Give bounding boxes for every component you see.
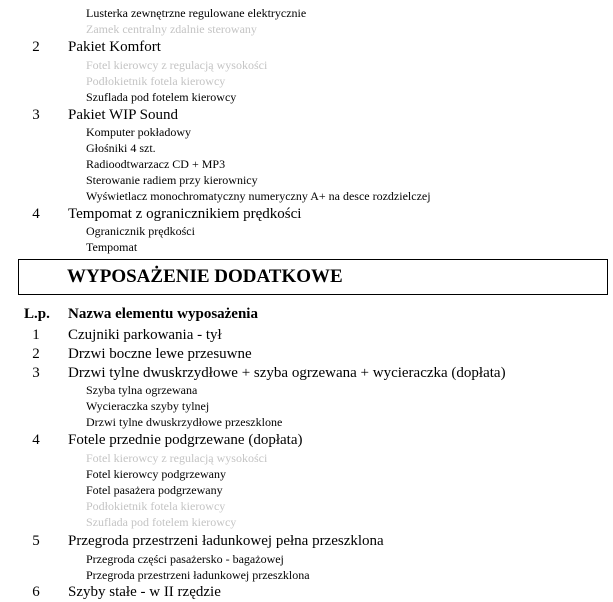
subitem: Wyświetlacz monochromatyczny numeryczny A+ na desce rozdzielczej bbox=[86, 189, 431, 203]
subitem: Ogranicznik prędkości bbox=[86, 224, 195, 238]
item-name-parking-sensors: Czujniki parkowania - tył bbox=[68, 327, 222, 343]
subitem: Szuflada pod fotelem kierowcy bbox=[86, 90, 237, 104]
subitem: Przegroda przestrzeni ładunkowej przeszklona bbox=[86, 568, 310, 582]
subitem: Szyba tylna ogrzewana bbox=[86, 383, 198, 397]
item-name-heated-seats: Fotele przednie podgrzewane (dopłata) bbox=[68, 432, 303, 448]
subitem: Przegroda części pasażersko - bagażowej bbox=[86, 552, 284, 566]
item-number: 3 bbox=[32, 107, 40, 123]
column-header-lp: L.p. bbox=[24, 306, 50, 322]
subitem: Fotel kierowcy podgrzewany bbox=[86, 467, 226, 481]
section-banner bbox=[18, 259, 608, 295]
subitem: Tempomat bbox=[86, 240, 138, 254]
subitem: Sterowanie radiem przy kierownicy bbox=[86, 173, 258, 187]
section-title: WYPOSAŻENIE DODATKOWE bbox=[67, 266, 343, 287]
column-header-name: Nazwa elementu wyposażenia bbox=[68, 306, 258, 322]
subitem-central-lock: Zamek centralny zdalnie sterowany bbox=[86, 22, 257, 36]
subitem: Fotel pasażera podgrzewany bbox=[86, 483, 223, 497]
subitem: Komputer pokładowy bbox=[86, 125, 191, 139]
item-name-pakiet-komfort: Pakiet Komfort bbox=[68, 39, 161, 55]
subitem: Wycieraczka szyby tylnej bbox=[86, 399, 210, 413]
item-number: 1 bbox=[32, 327, 40, 343]
item-number: 4 bbox=[32, 206, 40, 222]
item-number: 2 bbox=[32, 39, 40, 55]
item-name-sliding-door: Drzwi boczne lewe przesuwne bbox=[68, 346, 252, 362]
item-number: 2 bbox=[32, 346, 40, 362]
item-number: 3 bbox=[32, 365, 40, 381]
subitem: Radioodtwarzacz CD + MP3 bbox=[86, 157, 226, 171]
subitem: Szuflada pod fotelem kierowcy bbox=[86, 515, 237, 529]
item-name-pakiet-wip-sound: Pakiet WIP Sound bbox=[68, 107, 179, 123]
item-name-rear-doors: Drzwi tylne dwuskrzydłowe + szyba ogrzewana + wycieraczka (dopłata) bbox=[68, 365, 506, 381]
item-name-partition: Przegroda przestrzeni ładunkowej pełna przeszklona bbox=[68, 533, 384, 549]
subitem: Podłokietnik fotela kierowcy bbox=[86, 74, 226, 88]
item-number: 5 bbox=[32, 533, 40, 549]
item-name-fixed-windows: Szyby stałe - w II rzędzie bbox=[68, 584, 221, 600]
item-number: 6 bbox=[32, 584, 40, 600]
item-name-tempomat: Tempomat z ogranicznikiem prędkości bbox=[68, 206, 302, 222]
item-number: 4 bbox=[32, 432, 40, 448]
subitem: Podłokietnik fotela kierowcy bbox=[86, 499, 226, 513]
subitem: Głośniki 4 szt. bbox=[86, 141, 156, 155]
subitem: Fotel kierowcy z regulacją wysokości bbox=[86, 58, 268, 72]
subitem: Fotel kierowcy z regulacją wysokości bbox=[86, 451, 268, 465]
subitem-mirrors: Lusterka zewnętrzne regulowane elektrycznie bbox=[86, 6, 307, 20]
subitem: Drzwi tylne dwuskrzydłowe przeszklone bbox=[86, 415, 283, 429]
